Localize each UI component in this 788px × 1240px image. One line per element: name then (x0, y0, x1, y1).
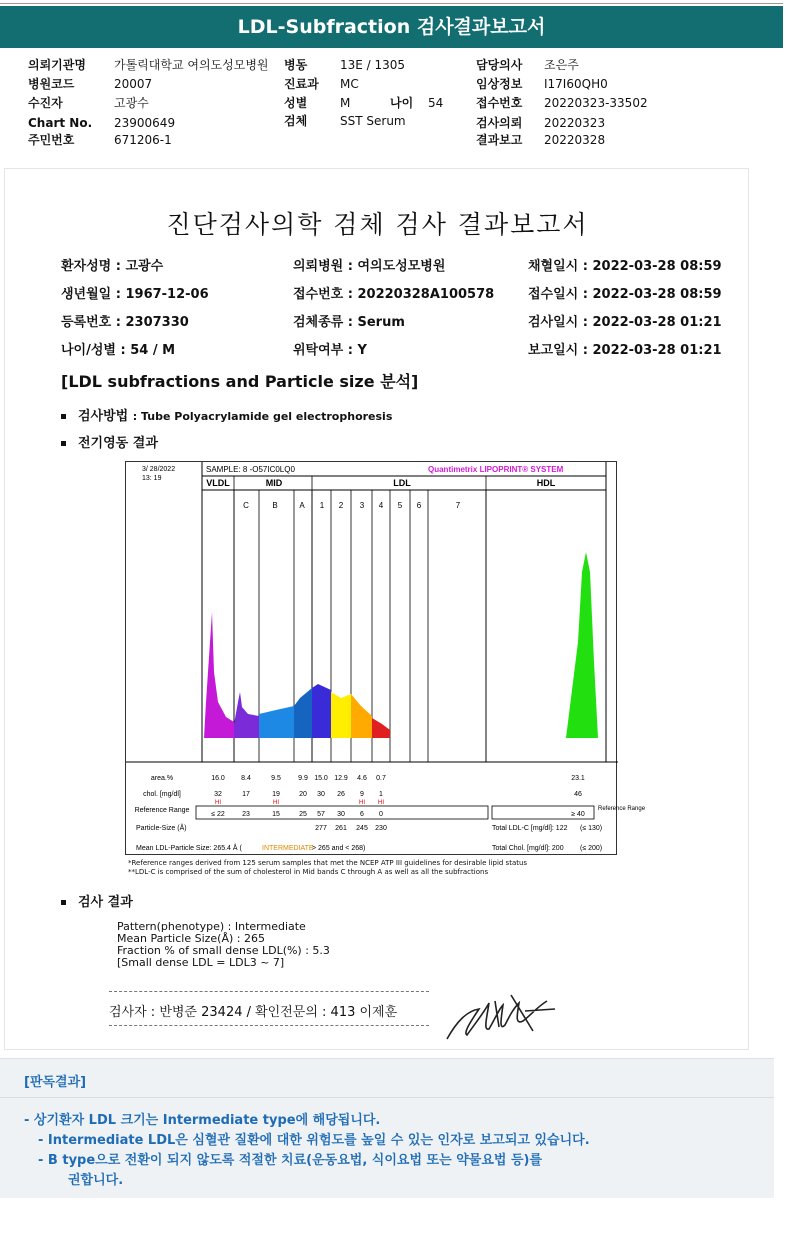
total-ldl-c: Total LDL-C [mg/dl]: 122 (492, 825, 568, 832)
registration-number: 등록번호 : 2307330 (61, 315, 189, 330)
top-divider (0, 3, 783, 4)
band-label: 1 (319, 501, 325, 510)
order-info (28, 58, 788, 158)
receipt-number: 접수번호 : 20220328A100578 (293, 287, 495, 302)
area-value: 12.9 (334, 775, 348, 782)
field-value: 671206-1 (114, 133, 172, 147)
band-label: B (272, 501, 278, 510)
band-label: 3 (359, 501, 365, 510)
total-chol-ref: (≤ 200) (580, 845, 603, 852)
ldl3-peak (351, 694, 372, 738)
chart-svg (126, 462, 646, 856)
interpretation-divider (0, 1097, 774, 1098)
total-chol: Total Chol. [mg/dl]: 200 (492, 845, 564, 852)
particle-size-label: Particle-Size (Å) (136, 825, 187, 832)
reference-value: 57 (317, 811, 325, 818)
footnote-1: *Reference ranges derived from 125 serum samples that met the NCEP ATP III guidelines for desirable lipid status (128, 859, 528, 867)
ldl2-peak (331, 692, 351, 738)
field-label: 진료과 (284, 77, 319, 91)
field-label: Chart No. (28, 116, 93, 130)
area-value: 9.5 (271, 775, 281, 782)
reference-value: 0 (379, 811, 383, 818)
field-label: 검체 (284, 114, 308, 128)
result-row (61, 891, 133, 910)
band-label: 7 (455, 501, 461, 510)
receipt-time: 접수일시 : 2022-03-28 08:59 (528, 287, 722, 302)
field-label: 검사의뢰 (476, 116, 523, 130)
reference-value: 25 (299, 811, 307, 818)
interpretation-title: [판독결과] (24, 1075, 87, 1090)
divider-top (109, 991, 429, 992)
area-value: 16.0 (211, 775, 225, 782)
electrophoresis-label: 전기영동 결과 (78, 436, 158, 451)
birth-date: 생년월일 : 1967-12-06 (61, 287, 209, 302)
method-value: : Tube Polyacrylamide gel electrophoresis (132, 410, 393, 423)
signature-image (437, 981, 563, 1047)
field-value: 20220323 (544, 116, 606, 130)
band-label: 6 (416, 501, 422, 510)
area-row-label: area.% (150, 775, 174, 782)
field-value: MC (340, 77, 359, 91)
particle-size-value: 277 (315, 825, 327, 832)
field-label: 접수번호 (476, 96, 523, 110)
field-value: 조은주 (544, 58, 579, 72)
field-value: 가톨릭대학교 여의도성모병원 (114, 58, 269, 72)
referring-hospital: 의뢰병원 : 여의도성모병원 (293, 259, 446, 274)
result-label: 검사 결과 (78, 895, 133, 910)
electrophoresis-chart (125, 461, 646, 855)
reference-value: 30 (337, 811, 345, 818)
group-label: LDL (393, 478, 411, 488)
method-label: 검사방법 (78, 409, 129, 424)
vldl-peak (204, 612, 234, 738)
age-sex: 나이/성별 : 54 / M (61, 343, 176, 358)
chol-flag: HI (273, 800, 279, 806)
chart-time: 13: 19 (142, 475, 162, 482)
mean-size-line: Mean Particle Size(Å) : 265 (117, 932, 265, 945)
interpretation-line-4: 권합니다. (68, 1173, 124, 1188)
reference-value: 6 (360, 811, 364, 818)
chol-value: 9 (360, 791, 364, 798)
particle-size-value: 245 (356, 825, 368, 832)
field-value: 20220323-33502 (544, 96, 648, 110)
chol-value: 1 (379, 791, 383, 798)
chol-value: 46 (574, 791, 582, 798)
area-value: 9.9 (298, 775, 308, 782)
band-label: A (299, 501, 305, 510)
interpretation-line-3: - B type으로 전환이 되지 않도록 적절한 치료(운동요법, 식이요법 또는 약물요법 등)를 (38, 1153, 543, 1168)
field-value: M (340, 96, 351, 110)
ldl1-peak (312, 684, 331, 738)
interpretation-line-1: - 상기환자 LDL 크기는 Intermediate type에 해당됩니다. (24, 1113, 381, 1128)
outsourced: 위탁여부 : Y (293, 343, 367, 358)
hdl-peak (546, 552, 598, 738)
bullet-icon (61, 414, 66, 419)
mid-a-peak (294, 688, 312, 738)
area-value: 0.7 (376, 775, 386, 782)
fraction-line: Fraction % of small dense LDL(%) : 5.3 (117, 944, 330, 957)
mean-ldl-size: Mean LDL-Particle Size: 265.4 Å ( (136, 845, 242, 852)
area-value: 8.4 (241, 775, 251, 782)
reference-value: ≥ 40 (571, 811, 585, 818)
mean-ldl-size-range: > 265 and < 268) (312, 845, 366, 852)
band-label: C (243, 501, 249, 510)
field-label: 수진자 (28, 96, 63, 110)
chol-value: 17 (242, 791, 250, 798)
chol-value: 32 (214, 791, 222, 798)
report-title: 진단검사의학 검체 검사 결과보고서 (166, 210, 589, 239)
chart-sample: SAMPLE: 8 -O57IC0LQ0 (206, 465, 295, 474)
field-label: 병동 (284, 58, 308, 72)
field-value: SST Serum (340, 114, 406, 128)
signature-line: 검사자 : 반병준 23424 / 확인전문의 : 413 이제훈 (109, 1005, 398, 1020)
page-title: LDL-Subfraction 검사결과보고서 (0, 6, 783, 48)
field-label: 의뢰기관명 (28, 58, 86, 72)
ldl4-peak (372, 718, 390, 738)
field-label: 병원코드 (28, 77, 75, 91)
field-label: 성별 (284, 96, 308, 110)
chart-brand: Quantimetrix LIPOPRINT® SYSTEM (428, 465, 564, 474)
chol-value: 30 (317, 791, 325, 798)
field-value: 20220328 (544, 133, 606, 147)
footnotes (128, 859, 527, 877)
mean-ldl-size-class: INTERMEDIATE (262, 845, 314, 852)
hdl-reference-label: Reference Range (598, 806, 646, 812)
reference-value: ≤ 22 (211, 811, 225, 818)
field-label: 임상정보 (476, 77, 523, 91)
mid-c-peak (234, 692, 259, 738)
collection-time: 채혈일시 : 2022-03-28 08:59 (528, 259, 722, 274)
group-label: VLDL (206, 478, 230, 488)
interpretation-panel (0, 1058, 774, 1198)
area-value: 15.0 (314, 775, 328, 782)
small-dense-line: [Small dense LDL = LDL3 ~ 7] (117, 956, 285, 969)
chol-value: 26 (337, 791, 345, 798)
bullet-icon (61, 441, 66, 446)
field-value: 13E / 1305 (340, 58, 406, 72)
bullet-icon (61, 900, 66, 905)
chol-value: 19 (272, 791, 280, 798)
chol-flag: HI (359, 800, 365, 806)
field-value: I17I60QH0 (544, 77, 608, 91)
interpretation-line-2: - Intermediate LDL은 심혈관 질환에 대한 위험도를 높일 수 있는 인자로 보고되고 있습니다. (38, 1133, 590, 1148)
chart-date: 3/ 28/2022 (142, 466, 176, 473)
total-ldl-c-ref: (≤ 130) (580, 825, 603, 832)
lab-report (4, 168, 749, 1050)
method-row (61, 405, 392, 424)
section-title: [LDL subfractions and Particle size 분석] (61, 372, 419, 391)
area-value: 23.1 (571, 775, 585, 782)
band-label: 2 (338, 501, 344, 510)
field-value: 20007 (114, 77, 153, 91)
field-label: 담당의사 (476, 58, 523, 72)
field-value: 고광수 (114, 96, 149, 110)
pattern-line: Pattern(phenotype) : Intermediate (117, 920, 306, 933)
chol-value: 20 (299, 791, 307, 798)
age-label: 나이 (390, 96, 414, 110)
specimen-type: 검체종류 : Serum (293, 315, 405, 330)
chol-row-label: chol. [mg/dl] (143, 791, 181, 798)
chol-flag: HI (378, 800, 384, 806)
particle-size-value: 230 (375, 825, 387, 832)
age-value: 54 (428, 96, 444, 110)
field-label: 결과보고 (476, 133, 523, 147)
patient-name: 환자성명 : 고광수 (61, 259, 164, 274)
chol-flag: HI (215, 800, 221, 806)
reference-row-label: Reference Range (134, 807, 190, 814)
group-label: HDL (536, 478, 556, 488)
test-time: 검사일시 : 2022-03-28 01:21 (528, 315, 722, 330)
divider-bottom (109, 1025, 429, 1026)
band-label: 4 (378, 501, 384, 510)
reference-value: 15 (272, 811, 280, 818)
footnote-2: **LDL-C is comprised of the sum of cholesterol in Mid bands C through A as well as all the subfractions (128, 868, 489, 876)
particle-size-value: 261 (335, 825, 347, 832)
band-label: 5 (397, 501, 403, 510)
field-label: 주민번호 (28, 133, 75, 147)
group-label: MID (265, 478, 283, 488)
area-value: 4.6 (357, 775, 367, 782)
mid-b-peak (259, 706, 294, 738)
electrophoresis-row (61, 432, 158, 451)
reference-value: 23 (242, 811, 250, 818)
report-time: 보고일시 : 2022-03-28 01:21 (528, 343, 722, 358)
field-value: 23900649 (114, 116, 176, 130)
result-text (117, 921, 330, 969)
